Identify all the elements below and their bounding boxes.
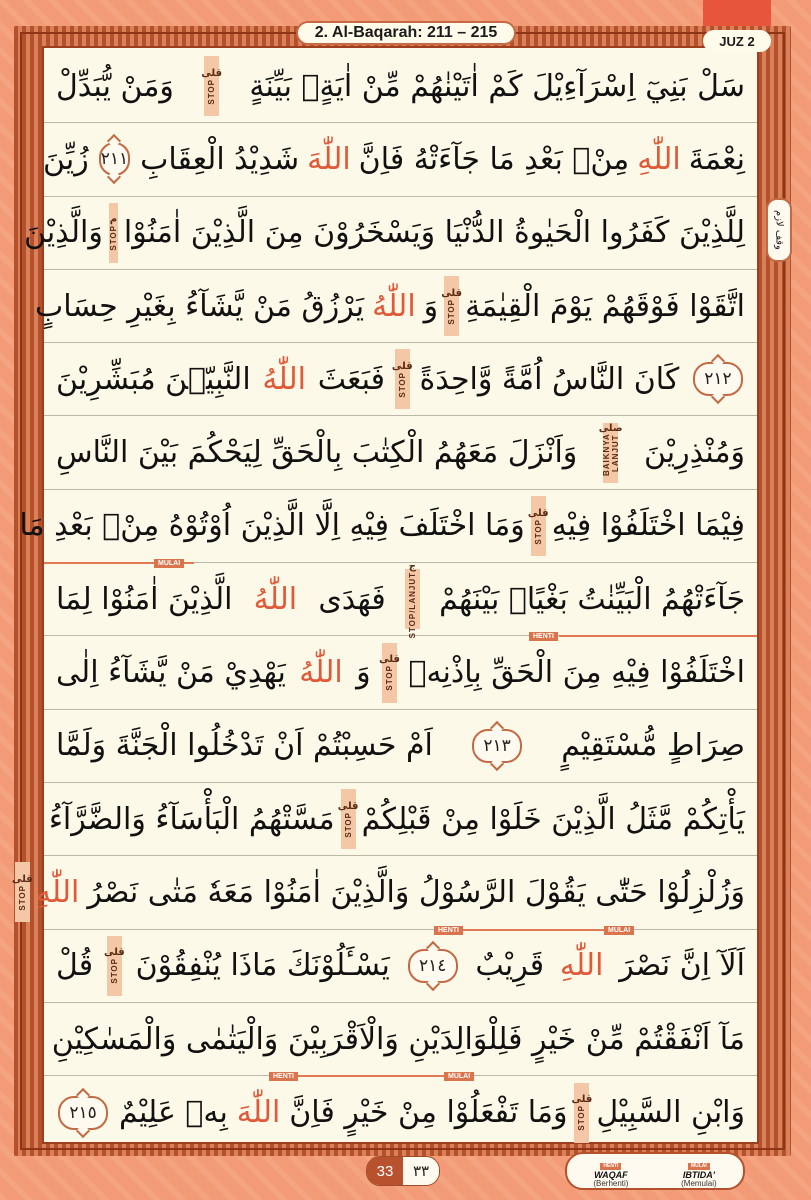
stop-mark: قلى STOP bbox=[395, 349, 410, 409]
arabic-text: يَسْـَٔلُوْنَكَ مَاذَا يُنْفِقُوْنَ bbox=[135, 948, 390, 984]
allah-word: اللّٰهِ bbox=[637, 141, 681, 177]
text-line-12 bbox=[11, 856, 757, 934]
waqf-marker-mulai: MULAI bbox=[604, 926, 634, 935]
arabic-text: وَالَّذِيْنَ bbox=[23, 215, 103, 251]
waqf-legend bbox=[565, 1152, 745, 1190]
arabic-text: وَاَنْزَلَ مَعَهُمُ الْكِتٰبَ بِالْحَقِّ لِيَحْكُمَ بَيْنَ النَّاسِ bbox=[56, 435, 578, 471]
surah-title: 2. Al-Baqarah: 211 – 215 bbox=[296, 21, 516, 45]
ayah-number-marker: ٢١٢ bbox=[693, 362, 743, 396]
allah-word: اللّٰهَ bbox=[236, 1095, 281, 1131]
arabic-text: لِلَّذِيْنَ كَفَرُوا الْحَيٰوةُ الدُّنْيَا وَيَسْخَرُوْنَ مِنَ الَّذِيْنَ اٰمَنُوْا bbox=[123, 215, 745, 251]
allah-word: اللّٰهِ bbox=[559, 948, 604, 984]
page-number-arabic: ٣٣ bbox=[403, 1157, 439, 1185]
arabic-text: يَأْتِكُمْ مَّثَلُ الَّذِيْنَ خَلَوْا مِنْ قَبْلِكُمْ bbox=[361, 801, 745, 837]
text-line-1 bbox=[44, 50, 757, 123]
waqf-marker-henti: HENTI bbox=[434, 926, 463, 935]
arabic-text: قَرِيْبٌ bbox=[475, 948, 545, 984]
arabic-text: وَمَا تَفْعَلُوْا مِنْ خَيْرٍ فَاِنَّ bbox=[289, 1095, 568, 1131]
text-line-14 bbox=[44, 1003, 757, 1081]
allah-word: اللّٰهَ bbox=[307, 141, 351, 177]
waqf-marker-mulai: MULAI bbox=[154, 559, 184, 568]
allah-word: اللّٰهُ bbox=[262, 361, 306, 397]
arabic-text: يَهْدِيْ مَنْ يَّشَآءُ اِلٰى bbox=[56, 655, 286, 691]
arabic-text: مَآ اَنْفَقْتُمْ مِّنْ خَيْرٍ فَلِلْوَالِدَيْنِ وَالْاَقْرَبِيْنَ وَالْيَتٰمٰى وَالْمَسٰكِيْنِ bbox=[51, 1021, 745, 1057]
ayah-number-marker: ٢١٤ bbox=[408, 949, 458, 983]
arabic-text: قُلْ bbox=[56, 948, 94, 984]
ayah-number-marker: ٢١١ bbox=[99, 142, 130, 176]
stop-mark: ج STOP/LANJUT bbox=[405, 569, 420, 629]
ayah-number-marker: ٢١٥ bbox=[58, 1096, 108, 1130]
stop-mark: قلى STOP bbox=[341, 789, 356, 849]
legend-mulai: MULAI IBTIDA' (Memulai) bbox=[681, 1162, 717, 1188]
arabic-text: وَزُلْزِلُوْا حَتّٰى يَقُوْلَ الرَّسُوْلُ وَالَّذِيْنَ اٰمَنُوْا مَعَهٗ مَتٰى نَصْرُ bbox=[87, 874, 745, 910]
arabic-text: صِرَاطٍ مُّسْتَقِيْمٍ bbox=[561, 728, 745, 764]
arabic-text: مَسَّتْهُمُ الْبَأْسَآءُ وَالضَّرَّآءُ bbox=[48, 801, 335, 837]
arabic-text: وَ bbox=[356, 655, 371, 691]
text-line-13 bbox=[44, 930, 757, 1003]
page-number: 33 bbox=[367, 1157, 403, 1185]
arabic-text: فِيْمَا اخْتَلَفُوْا فِيْهِ bbox=[551, 508, 745, 544]
arabic-text: وَابْنِ السَّبِيْلِ bbox=[596, 1095, 745, 1131]
arabic-text: اتَّقَوْا فَوْقَهُمْ يَوْمَ الْقِيٰمَةِ bbox=[465, 288, 745, 324]
text-line-4 bbox=[34, 270, 757, 343]
arabic-text: جَآءَتْهُمُ الْبَيِّنٰتُ بَغْيًاۢ بَيْنَهُمْ bbox=[439, 581, 745, 617]
stop-mark: قلى STOP bbox=[204, 56, 219, 116]
stop-mark: قلى STOP bbox=[531, 496, 546, 556]
arabic-text: وَمَا اخْتَلَفَ فِيْهِ اِلَّا الَّذِيْنَ اُوْتُوْهُ مِنْۢ بَعْدِ مَا bbox=[19, 508, 525, 544]
arabic-text: زُيِّنَ bbox=[43, 141, 89, 177]
text-line-7 bbox=[19, 490, 757, 568]
stop-mark: قلى STOP bbox=[382, 643, 397, 703]
stop-mark: قلى STOP bbox=[107, 936, 122, 996]
arabic-text: بِهٖ عَلِيْمٌ bbox=[119, 1095, 228, 1131]
text-line-3 bbox=[23, 197, 757, 270]
text-line-9 bbox=[44, 636, 757, 709]
text-line-8 bbox=[44, 560, 757, 641]
arabic-text: فَهَدَى bbox=[318, 581, 386, 617]
arabic-text: كَانَ النَّاسُ اُمَّةً وَّاحِدَةً bbox=[419, 361, 680, 397]
stop-mark: قلى STOP bbox=[574, 1083, 589, 1143]
arabic-text: وَ bbox=[423, 288, 439, 324]
allah-word: اللّٰهِ bbox=[35, 874, 80, 910]
ayah-number-marker: ٢١٣ bbox=[472, 729, 522, 763]
quran-text-lines bbox=[11, 50, 757, 1149]
allah-word: اللّٰهُ bbox=[372, 288, 416, 324]
arabic-text: سَلْ بَنِيٓ اِسْرَآءِيْلَ كَمْ اٰتَيْنٰهُمْ مِّنْ اٰيَةٍۢ بَيِّنَةٍ bbox=[249, 68, 745, 104]
arabic-text: مِنْۢ بَعْدِ مَا جَآءَتْهُ فَاِنَّ bbox=[358, 141, 630, 177]
arabic-text: النَّبِيّٖنَ مُبَشِّرِيْنَ bbox=[56, 361, 251, 397]
arabic-text: اَلَآ اِنَّ نَصْرَ bbox=[619, 948, 745, 984]
stop-mark: م STOP bbox=[109, 203, 118, 263]
legend-henti: HENTI WAQAF (Berhenti) bbox=[593, 1162, 629, 1188]
arabic-text: وَمُنْذِرِيْنَ bbox=[643, 435, 745, 471]
allah-word: اللّٰهُ bbox=[299, 655, 343, 691]
arabic-text: فَبَعَثَ bbox=[317, 361, 386, 397]
stop-mark: قلى STOP bbox=[444, 276, 459, 336]
arabic-text: شَدِيْدُ الْعِقَابِ bbox=[140, 141, 300, 177]
arabic-text: الَّذِيْنَ اٰمَنُوْا لِمَا bbox=[56, 581, 233, 617]
text-line-6 bbox=[44, 416, 757, 489]
arabic-text: وَمَنْ يُّبَدِّلْ bbox=[56, 68, 174, 104]
allah-word: اللّٰهُ bbox=[253, 581, 298, 617]
waqf-marker-mulai: MULAI bbox=[444, 1072, 474, 1081]
text-line-2 bbox=[44, 123, 757, 196]
text-line-5 bbox=[44, 343, 757, 416]
text-line-15 bbox=[44, 1076, 757, 1149]
waqf-lazim-side-note: وقف لازم bbox=[766, 198, 792, 262]
text-line-10 bbox=[44, 710, 757, 783]
stop-mark: قلى STOP bbox=[15, 862, 30, 922]
arabic-text: نِعْمَةَ bbox=[688, 141, 745, 177]
arabic-text: اَمْ حَسِبْتُمْ اَنْ تَدْخُلُوا الْجَنَّةَ وَلَمَّا bbox=[56, 728, 433, 764]
waqf-marker-henti: HENTI bbox=[269, 1072, 298, 1081]
arabic-text: اخْتَلَفُوْا فِيْهِ مِنَ الْحَقِّ بِاِذْنِهٖ bbox=[408, 655, 745, 691]
arabic-text: يَرْزُقُ مَنْ يَّشَآءُ بِغَيْرِ حِسَابٍ bbox=[34, 288, 365, 324]
waqf-marker-henti: HENTI bbox=[529, 632, 558, 641]
juz-badge: JUZ 2 bbox=[703, 30, 771, 52]
stop-mark: صلى BAIKNYA LANJUT bbox=[603, 423, 618, 483]
text-line-11 bbox=[44, 783, 757, 856]
page-number-badge bbox=[366, 1156, 440, 1186]
